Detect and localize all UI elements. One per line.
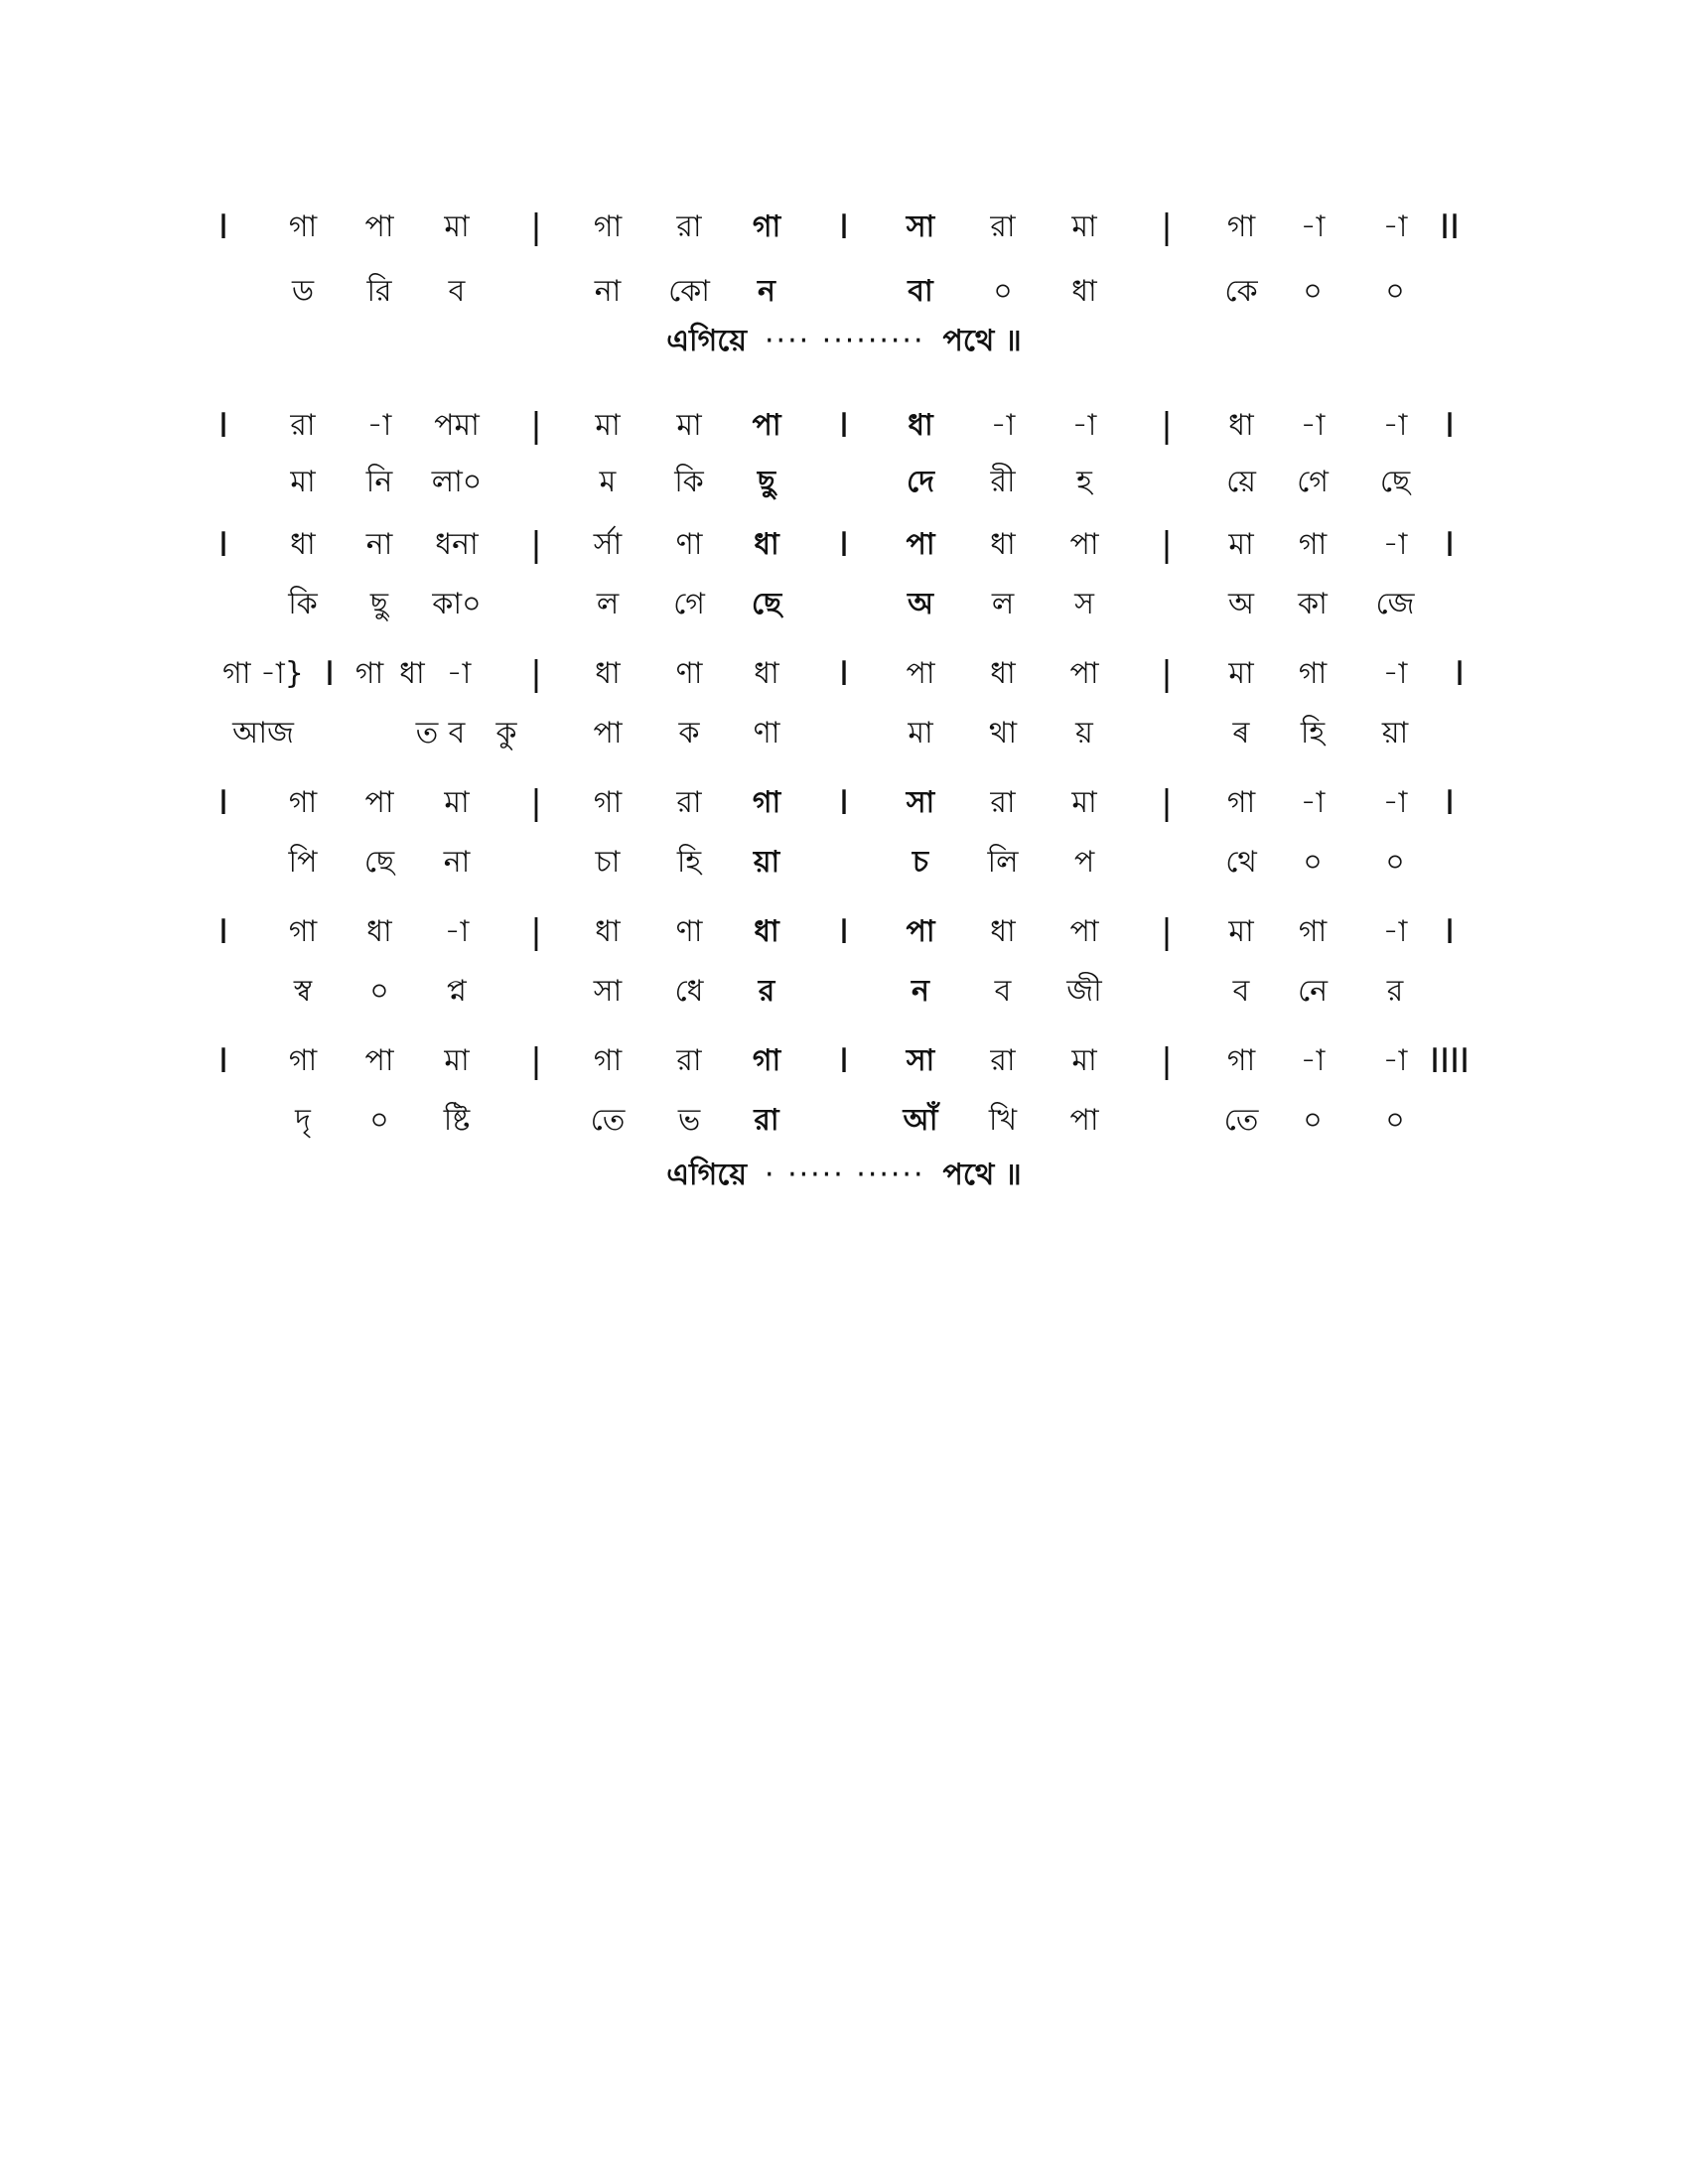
lyric-row [0,968,1688,1016]
note-cell: গা [593,785,623,820]
note-cell: পা [906,656,935,691]
lyric-syllable: ছু [757,465,776,499]
bar-line: II [1439,207,1461,247]
bar-line: I [838,1041,850,1081]
lyric-syllable: আঁ [903,1103,938,1138]
note-cell: না [365,527,393,562]
lyric-syllable: ছে [751,587,782,621]
note-cell: গা [752,209,781,244]
note-cell: ণা [675,527,703,562]
lyric-syllable: নে [1297,974,1329,1009]
lyric-syllable: কা০ [432,587,482,621]
bar-line: I [217,912,229,952]
note-cell: গা [1298,914,1328,949]
note-cell: রা [676,785,702,820]
lyric-syllable: রি [366,274,392,309]
note-cell: গা [593,209,623,244]
swaralipi-row [0,402,1688,450]
bar-line: | [530,912,542,952]
lyric-syllable: স্ব [293,974,313,1009]
note-cell: মা [1228,527,1254,562]
lyric-syllable: ৰ [1232,716,1250,751]
note-cell: ধা [754,656,779,691]
lyric-syllable: অ [1228,587,1254,621]
bar-line: I [324,654,336,694]
lyric-syllable: ন [912,974,929,1009]
note-cell: -া [1300,209,1326,244]
refrain-ellipsis: ···· ········· [765,324,925,358]
refrain-end-word: পথে ॥ [942,1158,1022,1192]
note-cell: গা [354,656,384,691]
lyric-syllable: ণা [753,716,780,751]
note-cell: -া [1382,914,1408,949]
lyric-syllable: ০ [369,1103,389,1138]
lyric-syllable: ব [1232,974,1250,1009]
note-cell: রা [990,785,1016,820]
note-cell: পা [752,408,781,443]
note-cell: -া [1382,656,1408,691]
bar-line: I [1444,525,1456,565]
note-cell: পা [1069,914,1099,949]
lyric-syllable: পা [593,716,623,751]
bar-line: I [217,406,229,446]
note-cell: মা [1071,1043,1097,1078]
note-cell: -া [990,408,1016,443]
bar-line: | [1161,406,1173,446]
lyric-row [0,1097,1688,1145]
lyric-syllable: ম [599,465,617,499]
lyric-syllable: ০ [1385,1103,1405,1138]
note-cell: গা [1226,209,1256,244]
bar-line: I [217,783,229,823]
lyric-syllable: য়ে [1226,465,1256,499]
lyric-syllable: র [758,974,775,1009]
note-cell: সা [906,1043,935,1078]
note-cell: পা [364,1043,394,1078]
lyric-syllable: ল [991,587,1015,621]
lyric-syllable: রা [754,1103,779,1138]
lyric-syllable: কো [668,274,710,309]
bar-line: | [1161,207,1173,247]
lyric-syllable: তে [1223,1103,1259,1138]
note-cell: রা [990,209,1016,244]
note-cell: -া [1382,785,1408,820]
bar-line: I [1444,912,1456,952]
lyric-syllable: না [594,274,622,309]
bar-line: | [1161,783,1173,823]
note-cell: ধা [595,914,621,949]
lyric-syllable: ছে [1379,465,1411,499]
lyric-syllable: গে [1297,465,1329,499]
bar-line: | [1161,525,1173,565]
note-cell: গা [752,1043,781,1078]
lyric-syllable: সা [593,974,623,1009]
note-cell: মা [595,408,621,443]
lyric-syllable: হি [676,845,702,880]
lyric-syllable: চ [912,845,929,880]
note-cell: -া [1300,785,1326,820]
note-cell: গা [288,785,318,820]
swaralipi-row [0,204,1688,251]
note-cell: রা [990,1043,1016,1078]
note-cell: -া [1300,408,1326,443]
note-cell: মা [1228,656,1254,691]
note-cell: গা [288,914,318,949]
bar-line: I [838,207,850,247]
lyric-syllable: বা [908,274,933,309]
note-cell: পা [906,914,935,949]
lyric-syllable: য় [1075,716,1093,751]
lyric-syllable: পি [288,845,318,880]
lyric-syllable: গে [673,587,705,621]
swaralipi-row [0,650,1688,698]
lyric-syllable: ০ [1303,274,1323,309]
note-cell: মা [1071,785,1097,820]
note-cell: গা -া} [222,656,304,691]
refrain-ellipsis: · ····· ······ [765,1158,925,1192]
lyric-syllable: পা [1069,1103,1099,1138]
lyric-syllable: নি [365,465,393,499]
lyric-row [0,839,1688,887]
lyric-syllable: চা [595,845,621,880]
note-cell: ধা [399,656,425,691]
note-cell: -া [444,914,470,949]
lyric-syllable: ধা [1071,274,1097,309]
lyric-syllable: কু [495,716,517,751]
note-cell: গা [593,1043,623,1078]
lyric-syllable: হ [1076,465,1092,499]
lyric-syllable: আজ [232,716,294,751]
lyric-syllable: জী [1066,974,1102,1009]
lyric-syllable: কা [1298,587,1328,621]
note-cell: -া [366,408,392,443]
note-cell: -া [1382,527,1408,562]
lyric-syllable: ক [678,716,700,751]
note-cell: ধা [290,527,316,562]
note-cell: গা [288,209,318,244]
bar-line: I [1454,654,1466,694]
lyric-row [0,268,1688,316]
bar-line: I [1444,406,1456,446]
bar-line: IIII [1429,1041,1471,1081]
note-cell: মা [1071,209,1097,244]
note-cell: গা [1298,527,1328,562]
bar-line: I [838,406,850,446]
note-cell: -া [1300,1043,1326,1078]
lyric-syllable: থা [988,716,1018,751]
note-cell: গা [288,1043,318,1078]
note-cell: -া [1382,1043,1408,1078]
note-cell: -া [446,656,472,691]
refrain-end-word: পথে ॥ [942,324,1022,358]
note-cell: পা [364,209,394,244]
lyric-syllable: ত [415,716,439,751]
note-cell: পা [364,785,394,820]
lyric-syllable: খি [988,1103,1018,1138]
lyric-syllable: স [1074,587,1094,621]
lyric-row [0,581,1688,628]
lyric-syllable: থে [1225,845,1257,880]
bar-line: | [530,1041,542,1081]
note-cell: মা [1228,914,1254,949]
note-cell: ধা [1228,408,1254,443]
note-cell: গা [1226,785,1256,820]
note-cell: সা [906,785,935,820]
bar-line: I [217,1041,229,1081]
lyric-syllable: না [443,845,471,880]
note-cell: পা [1069,527,1099,562]
lyric-syllable: অ [908,587,933,621]
note-cell: ধা [366,914,392,949]
lyric-syllable: লা০ [431,465,483,499]
note-cell: ধা [990,656,1016,691]
bar-line: | [1161,1041,1173,1081]
lyric-syllable: হি [1300,716,1326,751]
lyric-syllable: কি [674,465,704,499]
lyric-syllable: ছু [369,587,389,621]
bar-line: | [530,654,542,694]
bar-line: I [838,912,850,952]
bar-line: | [530,525,542,565]
lyric-syllable: ছে [363,845,395,880]
refrain-caption [0,318,1688,365]
note-cell: -া [1071,408,1097,443]
note-cell: ধনা [435,527,479,562]
bar-line: I [217,525,229,565]
bar-line: | [530,783,542,823]
note-cell: মা [444,209,470,244]
lyric-syllable: রী [990,465,1016,499]
swaralipi-row [0,779,1688,827]
bar-line: I [838,654,850,694]
lyric-syllable: ০ [993,274,1013,309]
note-cell: রা [290,408,316,443]
note-cell: ণা [675,914,703,949]
lyric-syllable: প্ন [447,974,467,1009]
note-cell: রা [676,209,702,244]
lyric-syllable: র [1386,974,1404,1009]
swaralipi-row [0,521,1688,569]
lyric-syllable: ষ্টি [443,1103,471,1138]
note-cell: ণা [675,656,703,691]
lyric-syllable: য়া [753,845,780,880]
note-cell: পা [1069,656,1099,691]
bar-line: I [217,207,229,247]
bar-line: | [530,207,542,247]
lyric-syllable: ড [291,274,315,309]
lyric-syllable: ব [448,716,466,751]
lyric-syllable: ০ [1385,274,1405,309]
note-cell: ধা [595,656,621,691]
note-cell: ধা [990,914,1016,949]
note-cell: সা [906,209,935,244]
bar-line: | [1161,654,1173,694]
note-cell: মা [676,408,702,443]
refrain-start-word: এগিয়ে [666,1158,747,1192]
bar-line: I [1444,783,1456,823]
lyric-syllable: ০ [369,974,389,1009]
lyric-syllable: ভ [677,1103,701,1138]
lyric-syllable: কে [1224,274,1258,309]
note-cell: পমা [434,408,480,443]
lyric-syllable: ন [758,274,775,309]
refrain-caption [0,1152,1688,1199]
lyric-syllable: ব [448,274,466,309]
note-cell: ধা [908,408,933,443]
note-cell: মা [444,785,470,820]
lyric-syllable: তে [590,1103,626,1138]
bar-line: I [838,525,850,565]
bar-line: | [530,406,542,446]
note-cell: গা [1226,1043,1256,1078]
note-cell: পা [906,527,935,562]
lyric-syllable: ০ [1303,845,1323,880]
lyric-syllable: ০ [1385,845,1405,880]
note-cell: ধা [754,914,779,949]
lyric-row [0,459,1688,506]
note-cell: ধা [754,527,779,562]
lyric-syllable: প [1073,845,1095,880]
lyric-syllable: লি [987,845,1019,880]
lyric-syllable: ল [596,587,620,621]
note-cell: -া [1382,408,1408,443]
note-cell: -া [1382,209,1408,244]
note-cell: রা [676,1043,702,1078]
lyric-syllable: মা [290,465,316,499]
note-cell: গা [752,785,781,820]
lyric-row [0,710,1688,757]
note-cell: র্সা [593,527,623,562]
note-cell: গা [1298,656,1328,691]
swaralipi-row [0,1037,1688,1085]
lyric-syllable: দে [907,465,934,499]
bar-line: I [838,783,850,823]
swaralipi-row [0,908,1688,956]
note-cell: ধা [990,527,1016,562]
lyric-syllable: দৃ [295,1103,311,1138]
bar-line: | [1161,912,1173,952]
lyric-syllable: ব [994,974,1012,1009]
refrain-start-word: এগিয়ে [666,324,747,358]
lyric-syllable: য়া [1381,716,1409,751]
lyric-syllable: ধে [674,974,704,1009]
lyric-syllable: ০ [1303,1103,1323,1138]
note-cell: মা [444,1043,470,1078]
lyric-syllable: কি [288,587,318,621]
lyric-syllable: জে [1375,587,1415,621]
lyric-syllable: মা [908,716,933,751]
